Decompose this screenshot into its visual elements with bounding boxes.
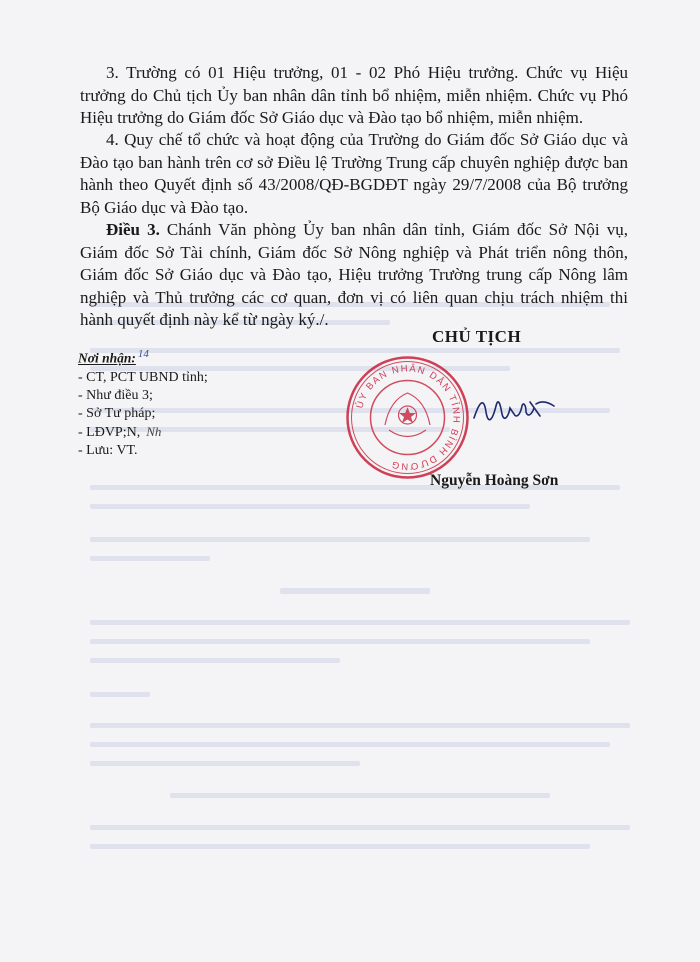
paragraph-clause-4: 4. Quy chế tổ chức và hoạt động của Trường do Giám đốc Sở Giáo dục và Đào tạo ban hành trên cơ sở Điều lệ Trường Trung cấp chuyên nghiệp được ban hành theo Quyết định số 43/2008/QĐ-BGDĐT ngày 29/7/2008 của Bộ trưởng Bộ Giáo dục và Đào tạo. — [80, 130, 628, 217]
recipients-block — [78, 345, 208, 460]
recipient-item: - Như điều 3; — [78, 387, 153, 403]
recipient-item: - Lưu: VT. — [78, 442, 138, 458]
article-3-label: Điều 3. — [106, 220, 160, 239]
handwritten-initials: Nh — [146, 423, 162, 439]
recipients-heading: Nơi nhận: — [78, 350, 136, 366]
official-seal-icon — [345, 355, 470, 480]
handwritten-signature-icon — [470, 392, 560, 432]
recipient-item: - CT, PCT UBND tỉnh; — [78, 369, 208, 385]
paragraph-article-3 — [80, 219, 628, 332]
svg-text:ỦY BAN NHÂN DÂN TỈNH BÌNH DƯƠN: ỦY BAN NHÂN DÂN TỈNH BÌNH DƯƠNG — [354, 363, 462, 472]
handwritten-count: 14 — [137, 348, 149, 360]
recipient-item-with-initials — [78, 423, 208, 442]
paragraph-clause-3: 3. Trường có 01 Hiệu trưởng, 01 - 02 Phó Hiệu trưởng. Chức vụ Hiệu trưởng do Chủ tịch Ủy ban nhân dân tỉnh bổ nhiệm, miễn nhiệm. Chức vụ Phó Hiệu trưởng do Giám đốc Sở Giáo dục và Đào tạo bổ nhiệm, miễn nhiệm. — [80, 63, 628, 127]
signer-name: Nguyễn Hoàng Sơn — [430, 472, 559, 489]
recipient-item: - Sở Tư pháp; — [78, 405, 156, 421]
article-3-text: Chánh Văn phòng Ủy ban nhân dân tỉnh, Giám đốc Sở Nội vụ, Giám đốc Sở Tài chính, Giám đốc Sở Nông nghiệp và Phát triển nông thôn, Giám đốc Sở Giáo dục và Đào tạo, Hiệu trưởng Trường trung cấp Nông lâm nghiệp và Thủ trưởng các cơ quan, đơn vị có liên quan chịu trách nhiệm thi hành quyết định này kể từ ngày ký./. — [80, 220, 628, 329]
recipient-item: - LĐVP;N, — [78, 424, 141, 440]
signer-title: CHỦ TỊCH — [432, 327, 522, 346]
